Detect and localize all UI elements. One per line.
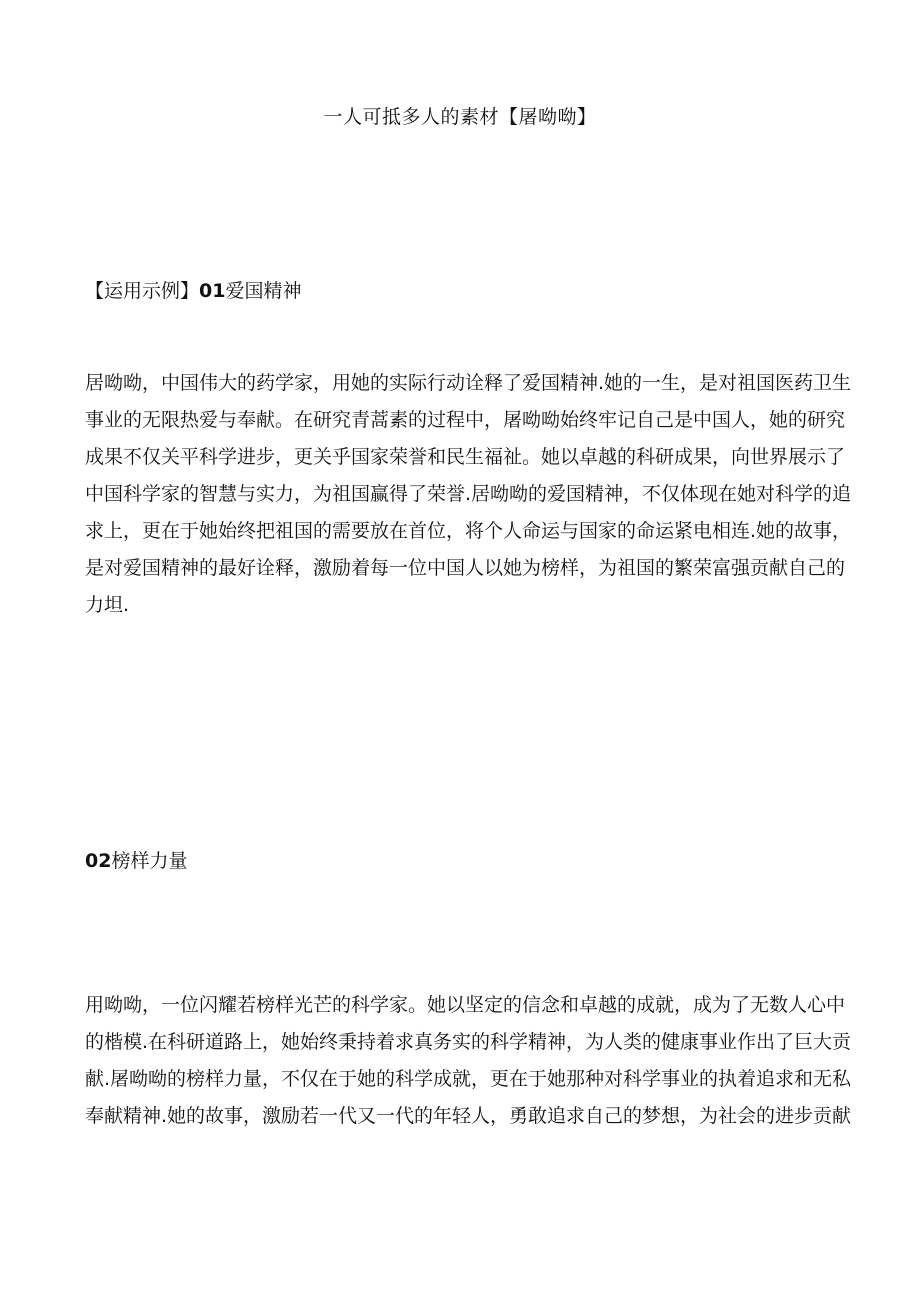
heading-text: 榜样力量 — [111, 850, 188, 872]
heading-prefix: 【运用示例】 — [85, 280, 200, 302]
section-heading-patriotism — [85, 279, 301, 303]
paragraph-line: 成果不仅关平科学进步，更关乎国家荣誉和民生福祉。她以卓越的科研成果，向世界展示了 — [85, 446, 846, 468]
paragraph-line: 是对爱国精神的最好诠释，激励着每一位中国人以她为榜样，为祖国的繁荣富强贡献自己的 — [85, 557, 846, 579]
paragraph-patriotism — [85, 365, 852, 624]
paragraph-line: 求上，更在于她始终把祖国的需要放在首位，将个人命运与国家的命运紧电相连.她的故事， — [85, 520, 852, 542]
heading-text: 爱国精神 — [225, 280, 302, 302]
paragraph-line: 事业的无限热爱与奉献。在研究青蒿素的过程中，屠呦呦始终牢记自己是中国人，她的研究 — [85, 409, 846, 431]
paragraph-line: 献.屠呦呦的榜样力量，不仅在于她的科学成就，更在于她那种对科学事业的执着追求和无私 — [85, 1068, 852, 1090]
paragraph-line: 用呦呦，一位闪耀若榜样光芒的科学家。她以坚定的信念和卓越的成就，成为了无数人心中 — [85, 994, 846, 1016]
paragraph-line: 中国科学家的智慧与实力，为祖国赢得了荣誉.居呦呦的爱国精神，不仅体现在她对科学的追 — [85, 483, 852, 505]
section-heading-role-model — [85, 849, 187, 873]
paragraph-role-model — [85, 987, 852, 1135]
paragraph-line: 力坦. — [85, 594, 130, 616]
paragraph-line: 的楷模.在科研道路上，她始终秉持着求真务实的科学精神，为人类的健康事业作出了巨大贡 — [85, 1031, 852, 1053]
paragraph-line: 居呦呦，中国伟大的药学家，用她的实际行动诠释了爱国精神.她的一生，是对祖国医药卫生 — [85, 372, 852, 394]
document-title: 一人可抵多人的素材【屠呦呦】 — [323, 106, 597, 128]
paragraph-line: 奉献精神.她的故事，激励若一代又一代的年轻人，勇敢追求自己的梦想，为社会的进步贡献 — [85, 1105, 852, 1127]
heading-number: 02 — [85, 850, 112, 872]
heading-number: 01 — [199, 280, 226, 302]
